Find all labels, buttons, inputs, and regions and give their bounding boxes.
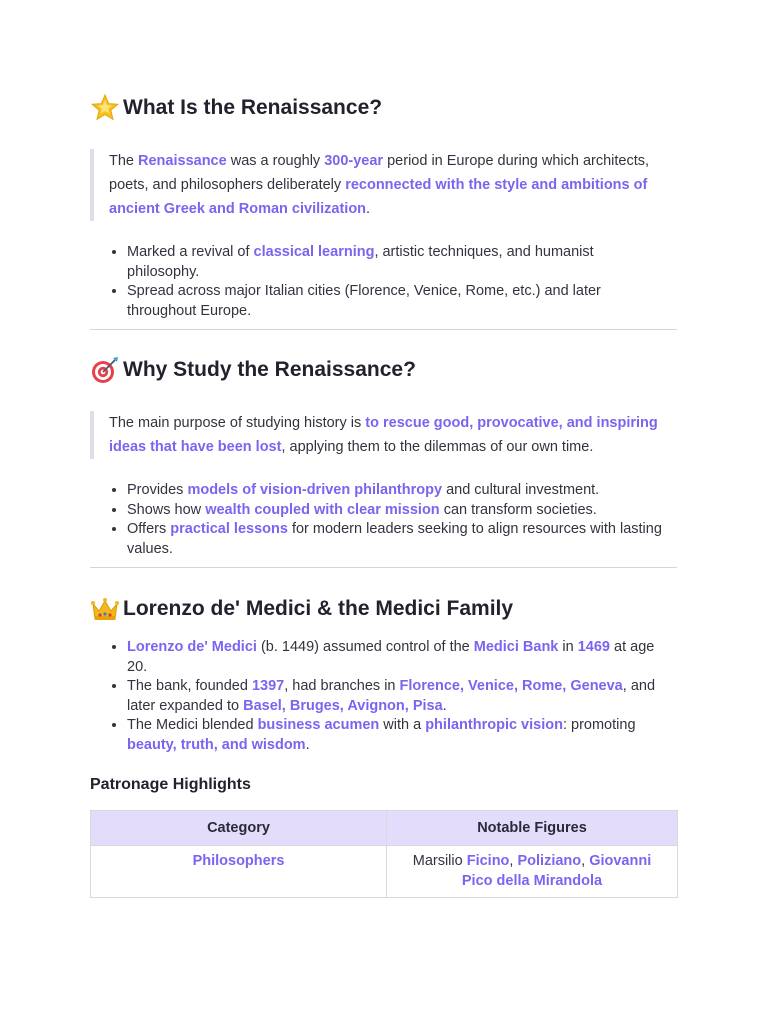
- quote-text: was a roughly: [226, 153, 325, 169]
- section-title-text: Lorenzo de' Medici & the Medici Family: [123, 597, 514, 620]
- highlight-text: Philosophers: [192, 853, 285, 869]
- list-text: The Medici blended: [127, 717, 258, 733]
- table-header-row: [91, 811, 678, 846]
- target-icon: [90, 355, 120, 385]
- list-text: , artistic techniques, and humanist philosophy.: [127, 244, 594, 280]
- highlight-text: 1397: [251, 678, 285, 694]
- highlight-text: models of vision-driven philanthropy: [187, 482, 443, 498]
- list-item: [127, 282, 662, 321]
- quote-text: .: [366, 201, 371, 217]
- subsection-title: Patronage Highlights: [90, 776, 251, 793]
- section-heading: [90, 594, 677, 624]
- quote-text: , applying them to the dilemmas of our own time.: [281, 439, 594, 455]
- highlight-text: wealth coupled with clear mission: [205, 501, 440, 518]
- quote-block: [90, 149, 659, 221]
- section-heading: [90, 93, 677, 123]
- highlight-text: beauty, truth, and wisdom: [127, 736, 306, 753]
- list-text: in: [558, 639, 578, 655]
- section-what: [90, 93, 677, 123]
- cell-text: Marsilio: [412, 853, 467, 869]
- list-item: [127, 716, 662, 755]
- highlight-text: 300-year: [324, 153, 384, 169]
- highlight-text: Giovanni Pico della Mirandola: [461, 853, 652, 889]
- crown-icon: [90, 594, 120, 624]
- highlight-text: Medici Bank: [473, 639, 559, 655]
- list-item: [127, 501, 662, 521]
- highlight-text: Basel, Bruges, Avignon, Pisa: [243, 697, 443, 714]
- bullet-list: [90, 481, 662, 559]
- section-title-text: Why Study the Renaissance?: [123, 358, 416, 381]
- list-text: , and later expanded to: [127, 678, 656, 714]
- list-item: [127, 243, 662, 282]
- list-text: : promoting: [562, 717, 636, 733]
- star-icon: [90, 93, 120, 123]
- list-text: Spread across major Italian cities (Florence, Venice, Rome, etc.) and later throughout Europe.: [127, 283, 601, 319]
- list-text: , had branches in: [284, 678, 400, 694]
- section-heading: [90, 355, 677, 385]
- highlight-text: business acumen: [257, 717, 380, 733]
- list-text: at age 20.: [127, 639, 655, 675]
- quote-text: period in Europe during which architects, poets, and philosophers deliberately: [109, 153, 650, 193]
- list-text: for modern leaders seeking to align resources with lasting values.: [127, 521, 662, 557]
- highlight-text: Lorenzo de' Medici: [127, 639, 257, 655]
- highlight-text: 1469: [577, 639, 610, 655]
- table-cell: [387, 846, 678, 898]
- divider: [90, 567, 677, 568]
- highlight-text: Renaissance: [138, 153, 227, 169]
- quote-text: The: [109, 153, 139, 169]
- list-text: can transform societies.: [439, 501, 597, 518]
- cell-text: ,: [581, 853, 590, 869]
- list-text: The bank, founded: [127, 678, 252, 694]
- highlight-text: reconnected with the style and ambitions of ancient Greek and Roman civilization: [109, 177, 648, 217]
- section-why: [90, 355, 677, 385]
- highlight-text: practical lessons: [170, 521, 288, 537]
- list-text: Offers: [127, 521, 171, 537]
- quote-text: The main purpose of studying history is: [109, 415, 366, 431]
- column-header: Notable Figures: [387, 811, 678, 846]
- cell-text: ,: [509, 853, 518, 869]
- highlight-text: Florence, Venice, Rome, Geneva: [399, 678, 623, 694]
- list-text: with a: [379, 717, 426, 733]
- highlight-text: Poliziano: [517, 853, 582, 869]
- highlight-text: to rescue good, provocative, and inspiring ideas that have been lost: [109, 415, 658, 455]
- list-text: .: [305, 736, 310, 753]
- list-item: [127, 481, 662, 501]
- table-row: [91, 846, 678, 898]
- list-text: .: [442, 697, 447, 714]
- list-text: Provides: [127, 482, 188, 498]
- column-header: Category: [91, 811, 387, 846]
- highlight-text: Ficino: [466, 853, 510, 869]
- highlight-text: philanthropic vision: [425, 717, 563, 733]
- list-text: and cultural investment.: [442, 482, 600, 498]
- list-text: Marked a revival of: [127, 244, 254, 260]
- section-title-text: What Is the Renaissance?: [123, 96, 383, 119]
- section-medici: [90, 594, 677, 624]
- list-item: [127, 638, 662, 677]
- list-item: [127, 677, 662, 716]
- patronage-table: [90, 810, 678, 898]
- list-item: [127, 520, 662, 559]
- quote-block: [90, 411, 659, 459]
- bullet-list: [90, 638, 662, 755]
- divider: [90, 329, 677, 330]
- list-text: Shows how: [127, 501, 206, 518]
- list-text: (b. 1449) assumed control of the: [256, 639, 474, 655]
- bullet-list: [90, 243, 662, 321]
- highlight-text: classical learning: [253, 244, 375, 260]
- table-cell: [91, 846, 387, 898]
